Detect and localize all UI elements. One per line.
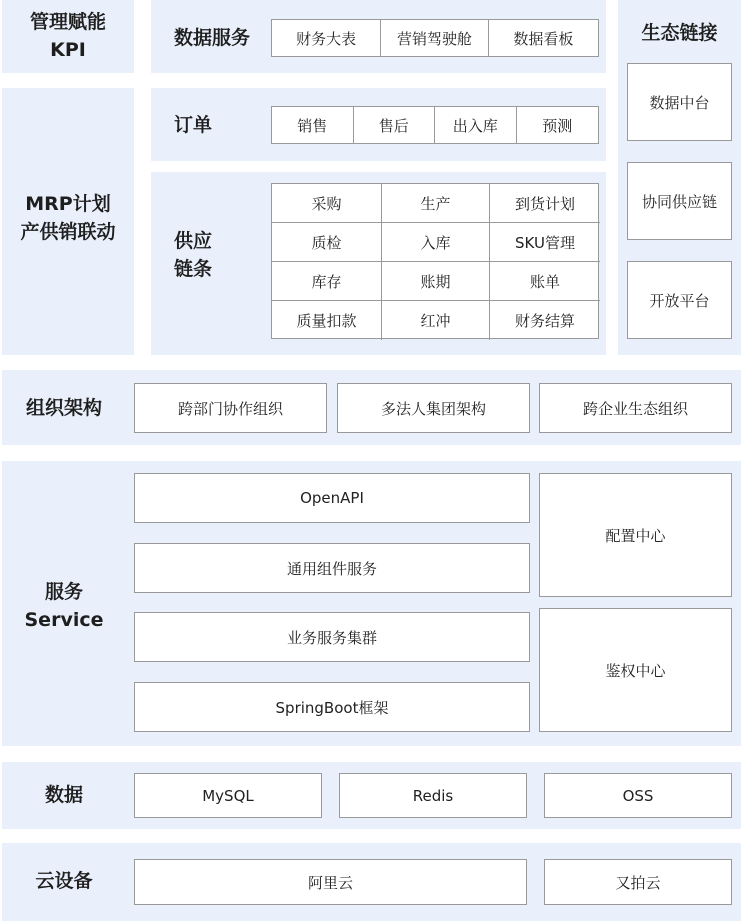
service-title-line1: 服务: [44, 581, 83, 603]
org-item-multi-entity: 多法人集团架构: [337, 383, 530, 433]
supply-chain-title-line1: 供应: [173, 230, 212, 252]
service-auth-center: 鉴权中心: [539, 608, 732, 732]
order-item-sales: 销售: [272, 107, 354, 143]
service-config-center: 配置中心: [539, 473, 732, 597]
orders-row: [271, 106, 599, 144]
kpi-label-line1: 管理赋能: [29, 11, 106, 33]
mrp-label: [2, 186, 134, 250]
supply-item-qc: 质检: [272, 223, 382, 262]
order-item-inout: 出入库: [435, 107, 517, 143]
cloud-item-aliyun: 阿里云: [134, 859, 527, 905]
kpi-label-line2: KPI: [50, 39, 86, 61]
ecosystem-item-open-platform: 开放平台: [627, 261, 732, 339]
order-item-forecast: 预测: [542, 116, 573, 135]
supply-chain-title-line2: 链条: [173, 258, 212, 280]
service-springboot: SpringBoot框架: [134, 682, 530, 732]
data-item-mysql: MySQL: [134, 773, 322, 818]
supply-item-quality-deduction: 质量扣款: [272, 301, 382, 340]
data-layer-title: 数据: [44, 784, 83, 806]
service-openapi: OpenAPI: [134, 473, 530, 523]
supply-chain-grid: [271, 183, 599, 339]
orders-title: 订单: [173, 114, 212, 136]
supply-item-production: 生产: [382, 184, 490, 223]
data-item-oss: OSS: [544, 773, 732, 818]
data-services-row: [271, 19, 599, 57]
mrp-label-line1: MRP计划: [25, 193, 111, 215]
service-business-cluster: 业务服务集群: [134, 612, 530, 662]
data-service-item-marketing: 营销驾驶舱: [381, 20, 488, 56]
supply-item-bill: 账单: [490, 262, 600, 301]
org-item-cross-dept: 跨部门协作组织: [134, 383, 327, 433]
supply-item-sku: SKU管理: [490, 223, 600, 262]
order-item-aftersales: 售后: [354, 107, 436, 143]
data-item-redis: Redis: [339, 773, 527, 818]
org-item-cross-enterprise: 跨企业生态组织: [539, 383, 732, 433]
ecosystem-title: 生态链接: [641, 22, 718, 44]
supply-item-inventory: 库存: [272, 262, 382, 301]
cloud-title: 云设备: [35, 870, 93, 892]
service-title: [2, 576, 126, 636]
supply-item-purchase: 采购: [272, 184, 382, 223]
data-service-item-dashboard: 数据看板: [513, 29, 574, 48]
supply-chain-title: [160, 225, 226, 285]
supply-item-red-offset: 红冲: [382, 301, 490, 340]
mrp-label-line2: 产供销联动: [20, 221, 116, 243]
data-services-title: 数据服务: [173, 27, 250, 49]
kpi-label: [2, 4, 134, 68]
supply-item-warehousing: 入库: [382, 223, 490, 262]
ecosystem-item-data-middle: 数据中台: [627, 63, 732, 141]
ecosystem-item-supply-collab: 协同供应链: [627, 162, 732, 240]
supply-item-arrival-plan: 到货计划: [490, 184, 600, 223]
service-common-components: 通用组件服务: [134, 543, 530, 593]
supply-item-payment-term: 账期: [382, 262, 490, 301]
service-title-line2: Service: [24, 609, 104, 631]
data-service-item-finance: 财务大表: [272, 20, 381, 56]
cloud-item-upyun: 又拍云: [544, 859, 732, 905]
supply-item-settlement: 财务结算: [514, 312, 575, 330]
org-title: 组织架构: [25, 397, 102, 419]
